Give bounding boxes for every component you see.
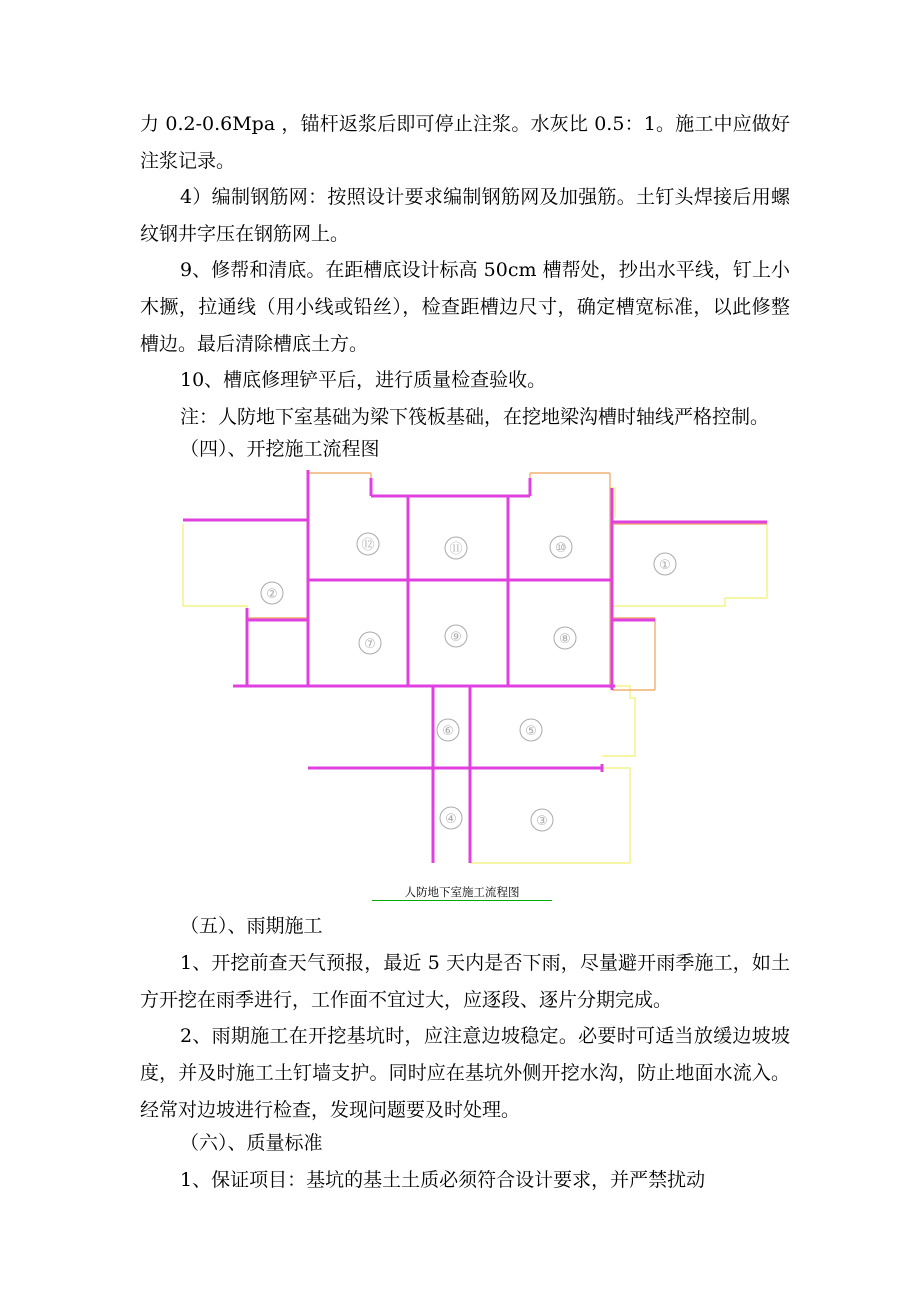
heading-rainy-season: （五）、雨期施工 [180, 915, 323, 937]
zone-number-2: ② [266, 587, 278, 602]
zone-number-1: ① [659, 558, 671, 573]
zone-number-4: ④ [445, 812, 457, 827]
paragraph-inspection: 10、槽底修理铲平后，进行质量检查验收。 [180, 369, 547, 391]
zone-number-8: ⑧ [559, 632, 571, 647]
paragraph-guarantee: 1、保证项目：基坑的基土土质必须符合设计要求，并严禁扰动 [180, 1169, 706, 1191]
paragraph-trim-clean: 9、修帮和清底。在距槽底设计标高 50cm 槽帮处，抄出水平线，钉上小木撅，拉通线（用小线或铅丝），检查距槽边尺寸，确定槽宽标准，以此修整槽边。最后清除槽底土方。 [140, 259, 790, 355]
zone-number-12: ⑫ [361, 538, 375, 553]
diagram-caption: 人防地下室施工流程图 [372, 884, 552, 901]
paragraph-note: 注：人防地下室基础为梁下筏板基础，在挖地梁沟槽时轴线严格控制。 [180, 406, 770, 428]
zone-number-5: ⑤ [525, 724, 537, 739]
excavation-flow-diagram [175, 468, 775, 868]
heading-quality: （六）、质量标准 [180, 1132, 323, 1154]
paragraph-weather: 1、开挖前查天气预报，最近 5 天内是否下雨，尽量避开雨季施工，如土方开挖在雨季进行，工作面不宜过大，应逐段、逐片分期完成。 [140, 952, 790, 1011]
ground-beams [183, 470, 767, 863]
zone-number-3: ③ [536, 814, 548, 829]
zone-number-11: ⑪ [449, 542, 463, 557]
paragraph-steel-mesh: 4）编制钢筋网：按照设计要求编制钢筋网及加强筋。土钉头焊接后用螺纹钢井字压在钢筋网上。 [140, 186, 790, 245]
heading-flowchart: （四）、开挖施工流程图 [180, 438, 380, 460]
zone-number-6: ⑥ [442, 724, 454, 739]
paragraph-grouting: 力 0.2-0.6Mpa ，锚杆返浆后即可停止注浆。水灰比 0.5：1。施工中应做好注浆记录。 [140, 113, 790, 172]
zone-number-7: ⑦ [364, 637, 376, 652]
zone-number-10: ⑩ [555, 541, 567, 556]
paragraph-slope: 2、雨期施工在开挖基坑时，应注意边坡稳定。必要时可适当放缓边坡坡度，并及时施工土钉墙支护。同时应在基坑外侧开挖水沟，防止地面水流入。经常对边坡进行检查，发现问题要及时处理。 [140, 1025, 790, 1121]
site-boundary [183, 488, 767, 863]
zone-number-9: ⑨ [450, 630, 462, 645]
